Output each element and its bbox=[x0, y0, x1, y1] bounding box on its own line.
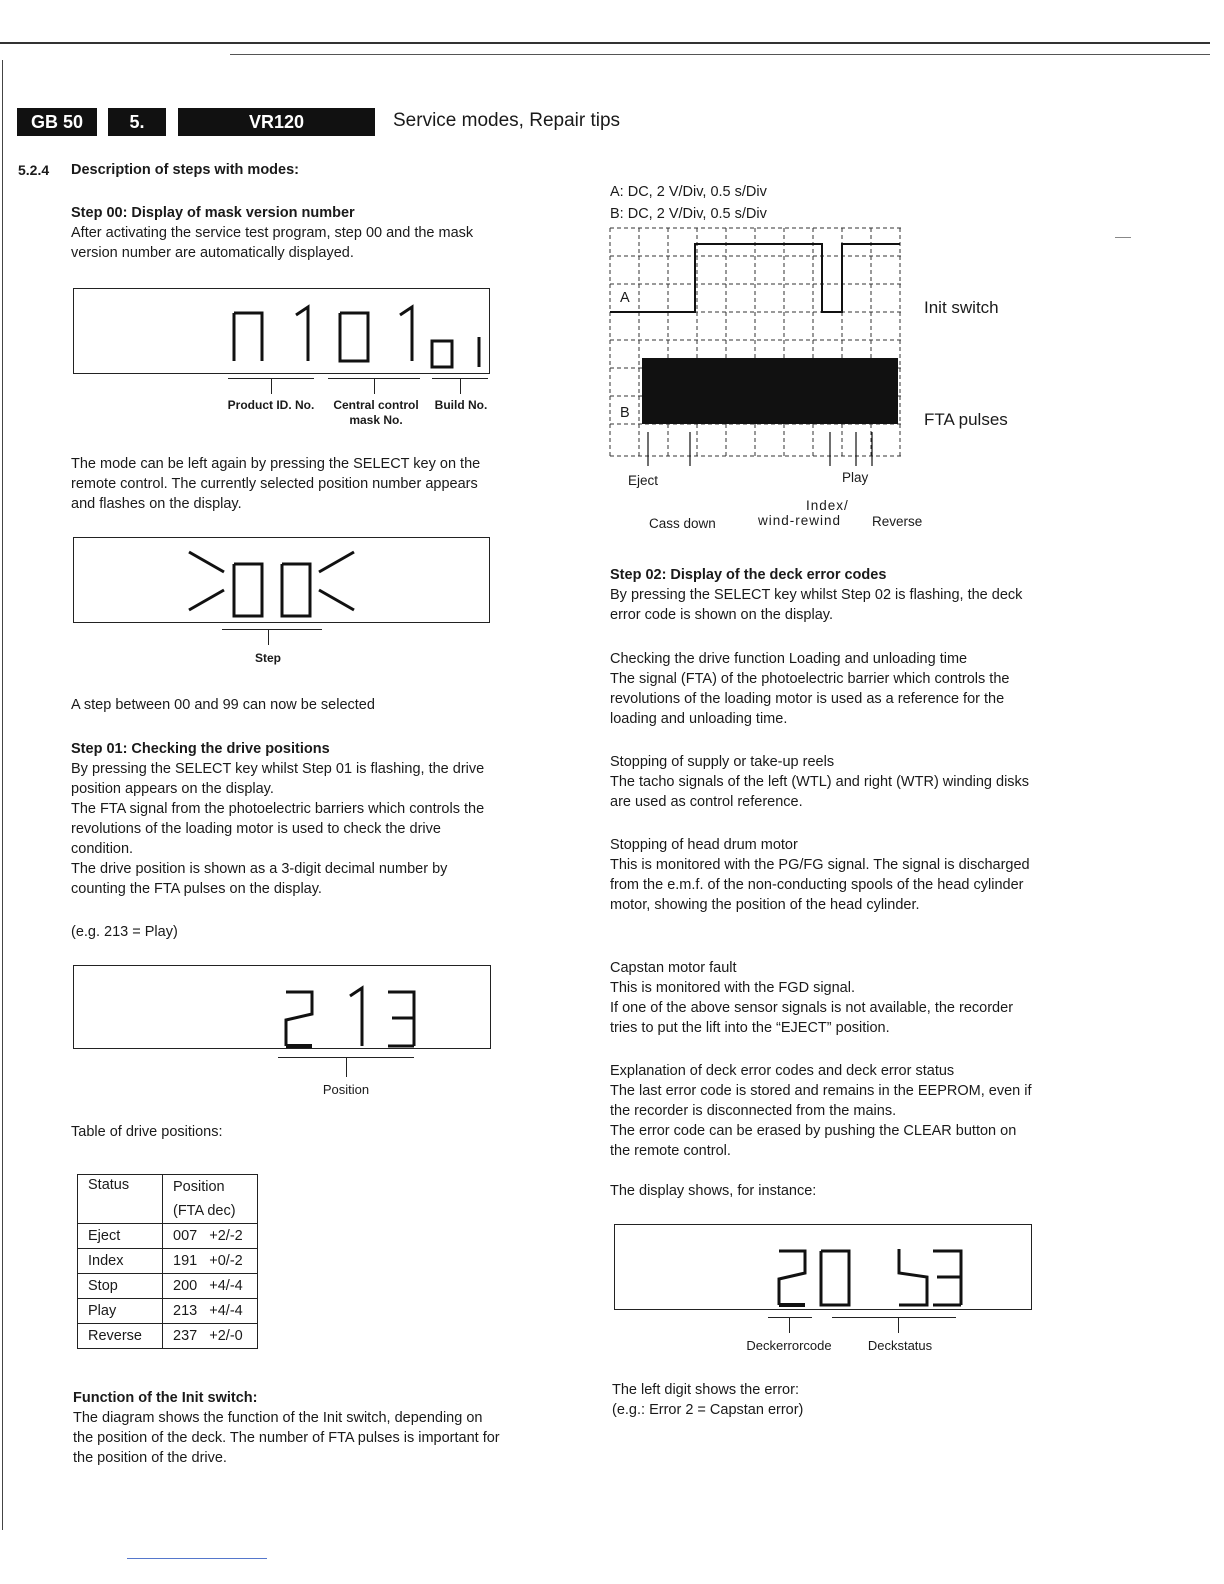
table-row bbox=[78, 1224, 258, 1249]
header-tag-model: VR120 bbox=[178, 108, 375, 136]
para-errors-body-1: The last error code is stored and remains in the EEPROM, even if the recorder is disconnected from the mains. bbox=[610, 1083, 1032, 1119]
bracket-errcode bbox=[768, 1317, 812, 1318]
init-title: Function of the Init switch: bbox=[73, 1390, 258, 1406]
display-mask-version-digits bbox=[74, 289, 489, 373]
para-capstan-body-2: If one of the above sensor signals is not available, the recorder tries to put the lift into the “EJECT” position. bbox=[610, 1000, 1014, 1036]
bracket-build-stem bbox=[460, 378, 461, 394]
table-head-status: Status bbox=[78, 1175, 163, 1224]
para-capstan-heading: Capstan motor fault bbox=[610, 960, 737, 976]
left-digit-text: The left digit shows the error: bbox=[612, 1382, 799, 1398]
step02-body: By pressing the SELECT key whilst Step 02 is flashing, the deck error code is shown on the display. bbox=[610, 587, 1023, 623]
label-index: Index/ bbox=[806, 498, 849, 513]
top-rule bbox=[0, 42, 1210, 44]
select-step-text: A step between 00 and 99 can now be selected bbox=[71, 697, 375, 713]
oscilloscope-diagram bbox=[608, 226, 908, 466]
table-cell: Stop bbox=[78, 1274, 163, 1299]
display-position bbox=[73, 965, 491, 1049]
footer-link-line bbox=[127, 1558, 267, 1559]
step01-body-1: By pressing the SELECT key whilst Step 01 is flashing, the drive position appears on the display. bbox=[71, 761, 485, 797]
channel-b-label: B bbox=[620, 405, 630, 421]
display-position-digits bbox=[74, 966, 490, 1048]
init-switch-label: Init switch bbox=[924, 298, 999, 317]
table-row bbox=[78, 1324, 258, 1349]
display-step-digits bbox=[74, 538, 489, 622]
margin-mark bbox=[1115, 237, 1131, 238]
bracket-position-stem bbox=[346, 1057, 347, 1077]
para-reels-heading: Stopping of supply or take-up reels bbox=[610, 754, 835, 770]
example-text: (e.g. 213 = Play) bbox=[71, 924, 178, 940]
para-drum-heading: Stopping of head drum motor bbox=[610, 837, 798, 853]
label-wind-rewind: wind-rewind bbox=[758, 513, 842, 528]
step00-title: Step 00: Display of mask version number bbox=[71, 205, 355, 221]
para-errors-body-2: The error code can be erased by pushing the CLEAR button on the remote control. bbox=[610, 1123, 1017, 1159]
step01-body-2: The FTA signal from the photoelectric barriers which controls the revolutions of the loading motor is used to check the drive condition. bbox=[71, 801, 485, 857]
table-cell: 200 +4/-4 bbox=[163, 1274, 258, 1299]
table-cell: 191 +0/-2 bbox=[163, 1249, 258, 1274]
table-cell: Reverse bbox=[78, 1324, 163, 1349]
label-step: Step bbox=[254, 651, 281, 665]
step02-title: Step 02: Display of the deck error codes bbox=[610, 567, 887, 583]
fta-pulses-label: FTA pulses bbox=[924, 410, 1008, 429]
bracket-product-stem bbox=[271, 378, 272, 394]
step01-body-3: The drive position is shown as a 3-digit decimal number by counting the FTA pulses on the display. bbox=[71, 861, 448, 897]
table-cell: 213 +4/-4 bbox=[163, 1299, 258, 1324]
display-mask-version bbox=[73, 288, 490, 374]
section-title: Description of steps with modes: bbox=[71, 162, 299, 178]
bracket-central-stem bbox=[374, 378, 375, 394]
label-deckerrorcode: Deckerrorcode bbox=[746, 1338, 832, 1353]
table-row bbox=[78, 1299, 258, 1324]
header-tag-gb50: GB 50 bbox=[17, 108, 97, 136]
table-header-row bbox=[78, 1175, 258, 1200]
para-drum-body: This is monitored with the PG/FG signal. The signal is discharged from the e.m.f. of the non-conducting spools of the head cylinder motor, showing the position of the head cylinder. bbox=[610, 857, 1030, 913]
label-product-id: Product ID. No. bbox=[227, 398, 315, 412]
table-row bbox=[78, 1249, 258, 1274]
display-error-code-digits bbox=[615, 1225, 1031, 1309]
table-cell: 007 +2/-2 bbox=[163, 1224, 258, 1249]
leave-mode-text: The mode can be left again by pressing the SELECT key on the remote control. The currently selected position number appears and flashes on the display. bbox=[71, 456, 481, 512]
label-central-control: Central control mask No. bbox=[333, 398, 419, 427]
section-number: 5.2.4 bbox=[18, 162, 50, 178]
header-title: Service modes, Repair tips bbox=[393, 110, 621, 131]
table-head-position: Position bbox=[163, 1175, 258, 1200]
display-step bbox=[73, 537, 490, 623]
step00-body: After activating the service test program, step 00 and the mask version number are automatically displayed. bbox=[71, 225, 474, 261]
display-error-code bbox=[614, 1224, 1032, 1310]
label-reverse: Reverse bbox=[872, 514, 923, 529]
bracket-status-stem bbox=[898, 1317, 899, 1333]
channel-a-label: A bbox=[620, 290, 630, 306]
scope-a-settings: A: DC, 2 V/Div, 0.5 s/Div bbox=[610, 184, 767, 200]
bracket-step-stem bbox=[268, 629, 269, 645]
header-tag-section: 5. bbox=[108, 108, 166, 136]
para-drive-heading: Checking the drive function Loading and unloading time bbox=[610, 651, 968, 667]
bracket-errcode-stem bbox=[789, 1317, 790, 1333]
table-cell: Eject bbox=[78, 1224, 163, 1249]
para-reels-body: The tacho signals of the left (WTL) and right (WTR) winding disks are used as control reference. bbox=[610, 774, 1030, 810]
table-cell: Play bbox=[78, 1299, 163, 1324]
table-caption: Table of drive positions: bbox=[71, 1124, 223, 1140]
para-errors-heading: Explanation of deck error codes and deck error status bbox=[610, 1063, 955, 1079]
label-cass-down: Cass down bbox=[649, 516, 716, 531]
left-margin-line bbox=[2, 60, 3, 1530]
label-build-no: Build No. bbox=[434, 398, 488, 412]
table-cell: 237 +2/-0 bbox=[163, 1324, 258, 1349]
label-play: Play bbox=[842, 470, 869, 485]
step01-title: Step 01: Checking the drive positions bbox=[71, 741, 330, 757]
para-drive-body: The signal (FTA) of the photoelectric barrier which controls the revolutions of the loading motor is used as a reference for the loading and unloading time. bbox=[610, 671, 1010, 727]
left-digit-example: (e.g.: Error 2 = Capstan error) bbox=[612, 1402, 804, 1418]
drive-positions-table bbox=[77, 1174, 258, 1349]
para-capstan-body-1: This is monitored with the FGD signal. bbox=[610, 980, 855, 996]
init-body: The diagram shows the function of the Init switch, depending on the position of the deck. The number of FTA pulses is important for the position of the drive. bbox=[73, 1410, 500, 1466]
scope-b-settings: B: DC, 2 V/Div, 0.5 s/Div bbox=[610, 206, 767, 222]
label-deckstatus: Deckstatus bbox=[867, 1338, 933, 1353]
display-shows-text: The display shows, for instance: bbox=[610, 1183, 817, 1199]
label-position: Position bbox=[322, 1082, 370, 1097]
table-head-fta: (FTA dec) bbox=[163, 1199, 258, 1224]
table-cell: Index bbox=[78, 1249, 163, 1274]
bracket-status bbox=[832, 1317, 956, 1318]
top-rule-thin bbox=[230, 54, 1210, 55]
table-row bbox=[78, 1274, 258, 1299]
label-eject: Eject bbox=[628, 473, 659, 488]
bracket-step bbox=[222, 629, 322, 630]
